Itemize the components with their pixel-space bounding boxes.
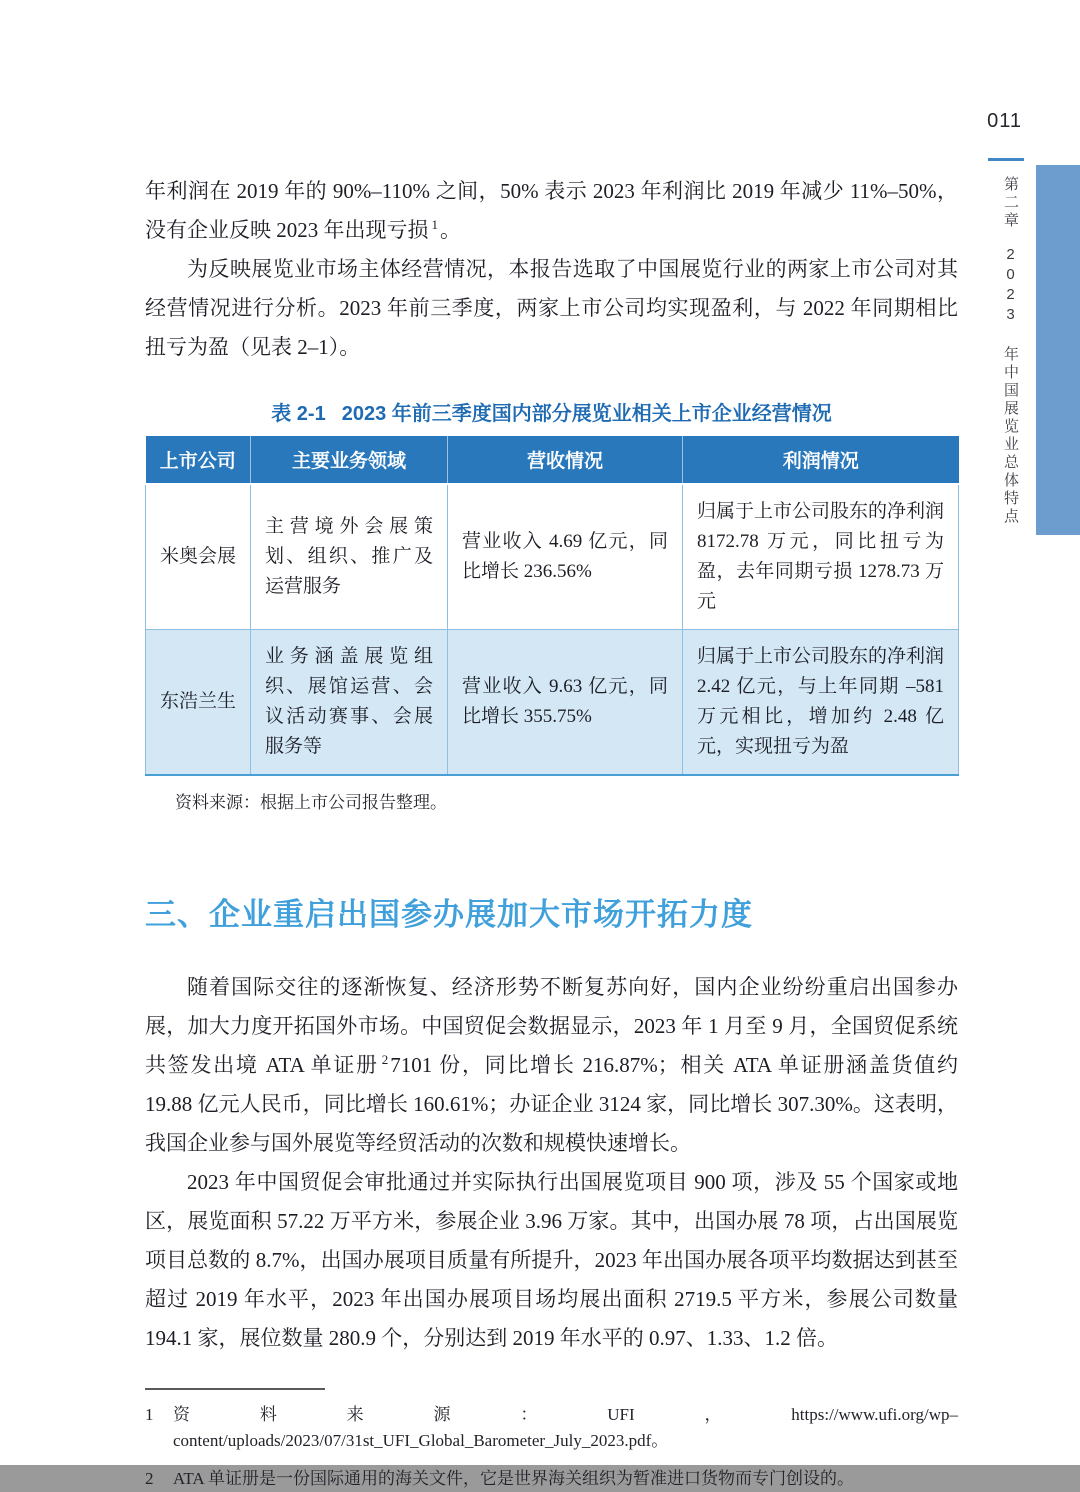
footnote-2: [145, 1466, 958, 1492]
table-title-text: 2023 年前三季度国内部分展览业相关上市企业经营情况: [341, 403, 832, 425]
paragraph-ata-carnet: [145, 968, 958, 1163]
footnote-number: 2: [145, 1469, 154, 1488]
cell-profit: 归属于上市公司股东的净利润 8172.78 万元，同比扭亏为盈，去年同期亏损 1278.73 万元: [683, 484, 959, 630]
page-number-rule: [988, 158, 1024, 161]
cell-business: 主营境外会展策划、组织、推广及运营服务: [251, 484, 448, 630]
paragraph-text: 随着国际交往的逐渐恢复、经济形势不断复苏向好，国内企业纷纷重启出国参办展，加大力度开拓国外市场。中国贸促会数据显示，2023 年 1 月至 9 月，全国贸促系统共签发出境 ATA 单证册: [145, 975, 958, 1077]
page-number: 011: [987, 110, 1022, 132]
column-header-company: 上市公司: [146, 436, 251, 484]
paragraph-listed-companies: 为反映展览业市场主体经营情况，本报告选取了中国展览行业的两家上市公司对其经营情况进行分析。2023 年前三季度，两家上市公司均实现盈利，与 2022 年同期相比扭亏为盈（见表 2–1）。: [145, 257, 958, 359]
footnote-text: ATA 单证册是一份国际通用的海关文件，它是世界海关组织为暂准进口货物而专门创设的。: [173, 1469, 855, 1488]
chapter-number: 第二章: [1002, 176, 1019, 230]
paragraph-text: 。: [440, 218, 461, 242]
cell-revenue: 营业收入 9.63 亿元，同比增长 355.75%: [448, 630, 683, 776]
chapter-title: 2023 年中国展览业总体特点: [1002, 246, 1019, 526]
footnotes-section: [145, 1388, 958, 1492]
section-heading: 三、企业重启出国参办展加大市场开拓力度: [145, 897, 753, 932]
table-row: [146, 484, 959, 630]
main-content: [145, 0, 958, 1492]
footnote-1: [145, 1402, 958, 1454]
column-header-revenue: 营收情况: [448, 436, 683, 484]
companies-table: [145, 436, 959, 776]
footnote-ref-1: 1: [431, 217, 438, 232]
footnote-number: 1: [145, 1405, 154, 1424]
table-row: [146, 630, 959, 776]
cell-business: 业务涵盖展览组织、展馆运营、会议活动赛事、会展服务等: [251, 630, 448, 776]
cell-company: 东浩兰生: [146, 630, 251, 776]
table-source-note: 资料来源：根据上市公司报告整理。: [175, 793, 447, 812]
table-header-row: [146, 436, 959, 484]
table-label: 表 2-1: [271, 403, 326, 425]
chapter-sidebar-bar: [1036, 165, 1080, 535]
paragraph-profit-range: [145, 172, 958, 250]
footnote-divider: [145, 1388, 325, 1390]
paragraph-text: 年利润在 2019 年的 90%–110% 之间，50% 表示 2023 年利润比 2019 年减少 11%–50%，没有企业反映 2023 年出现亏损: [145, 179, 958, 242]
cell-revenue: 营业收入 4.69 亿元，同比增长 236.56%: [448, 484, 683, 630]
chapter-sidebar-label: [1000, 176, 1020, 526]
column-header-business: 主要业务领域: [251, 436, 448, 484]
footnote-text: 资料来源：UFI，https://www.ufi.org/wp–content/uploads/2023/07/31st_UFI_Global_Barometer_July_2023.pdf。: [173, 1405, 958, 1450]
paragraph-text: 7101 份，同比增长 216.87%；相关 ATA 单证册涵盖货值约 19.88 亿元人民币，同比增长 160.61%；办证企业 3124 家，同比增长 307.30%。这表明，我国企业参与国外展览等经贸活动的次数和规模快速增长。: [145, 1053, 958, 1155]
cell-company: 米奥会展: [146, 484, 251, 630]
footnote-ref-2: 2: [381, 1052, 389, 1067]
table-title: [145, 397, 958, 426]
paragraph-outbound-exhibitions: 2023 年中国贸促会审批通过并实际执行出国展览项目 900 项，涉及 55 个国家或地区，展览面积 57.22 万平方米，参展企业 3.96 万家。其中，出国办展 78 项，占出国展览项目总数的 8.7%，出国办展项目质量有所提升，2023 年出国办展各项平均数据达到甚至超过 2019 年水平，2023 年出国办展项目场均展出面积 2719.5 平方米，参展公司数量 194.1 家，展位数量 280.9 个，分别达到 2019 年水平的 0.97、1.33、1.2 倍。: [145, 1170, 958, 1350]
cell-profit: 归属于上市公司股东的净利润 2.42 亿元，与上年同期 –581 万元相比，增加约 2.48 亿元，实现扭亏为盈: [683, 630, 959, 776]
column-header-profit: 利润情况: [683, 436, 959, 484]
